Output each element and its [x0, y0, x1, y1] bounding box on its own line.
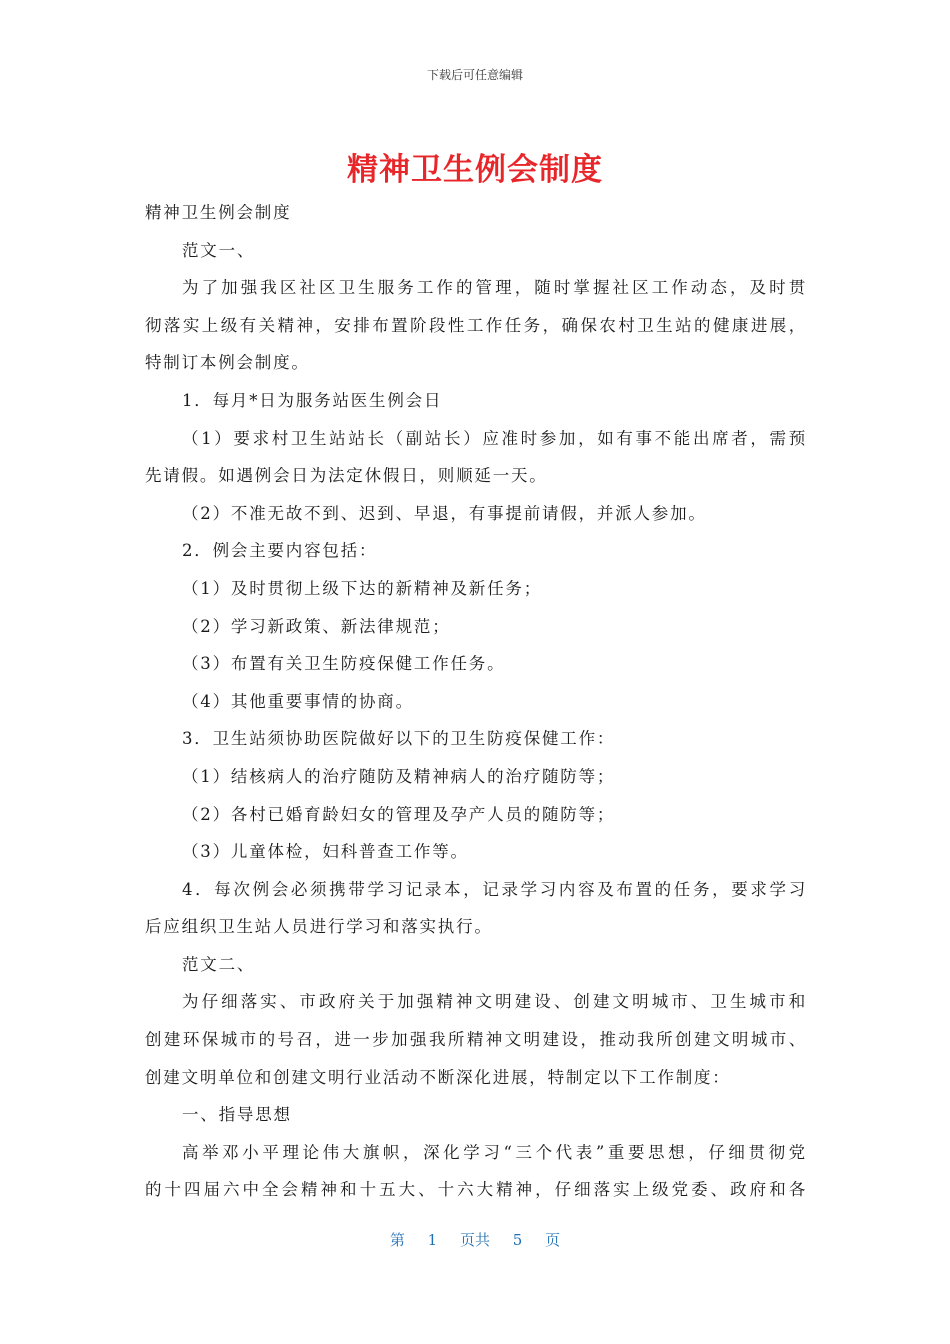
- text-line: 范文一、: [182, 240, 256, 260]
- text-line: 后应组织卫生站人员进行学习和落实执行。: [145, 917, 493, 937]
- text-line: 的十四届六中全会精神和十五大、十六大精神，仔细落实上级党委、政府和各: [145, 1180, 807, 1200]
- text-line: （1）要求村卫生站站长（副站长）应准时参加，如有事不能出席者，需预: [182, 428, 807, 448]
- text-line: （4）其他重要事情的协商。: [182, 691, 414, 711]
- text-line: （1）及时贯彻上级下达的新精神及新任务；: [182, 578, 542, 598]
- text-line: 1．每月*日为服务站医生例会日: [182, 390, 443, 410]
- text-line: 彻落实上级有关精神，安排布置阶段性工作任务，确保农村卫生站的健康进展，: [145, 315, 807, 335]
- page-footer: 第 1 页共 5 页: [389, 1231, 561, 1249]
- text-line: 2．例会主要内容包括：: [182, 541, 378, 561]
- text-line: 创建文明单位和创建文明行业活动不断深化进展，特制定以下工作制度：: [145, 1067, 731, 1087]
- text-line: 4．每次例会必须携带学习记录本，记录学习内容及布置的任务，要求学习: [182, 879, 807, 899]
- text-line: 为仔细落实、市政府关于加强精神文明建设、创建文明城市、卫生城市和: [182, 992, 807, 1012]
- text-line: （3）儿童体检，妇科普查工作等。: [182, 842, 469, 862]
- text-line: 先请假。如遇例会日为法定休假日，则顺延一天。: [145, 466, 548, 486]
- text-line: （3）布置有关卫生防疫保健工作任务。: [182, 654, 506, 674]
- text-line: 一、指导思想: [182, 1105, 292, 1125]
- text-line: 范文二、: [182, 954, 256, 974]
- text-line: （2）不准无故不到、迟到、早退，有事提前请假，并派人参加。: [182, 503, 707, 523]
- text-line: 高举邓小平理论伟大旗帜，深化学习“三个代表”重要思想，仔细贯彻党: [182, 1142, 807, 1162]
- text-line: 特制订本例会制度。: [145, 353, 310, 373]
- text-line: 精神卫生例会制度: [145, 203, 292, 222]
- document-body: [145, 194, 807, 1209]
- text-line: （1）结核病人的治疗随防及精神病人的治疗随防等；: [182, 766, 616, 786]
- header-note: 下载后可任意编辑: [426, 68, 523, 82]
- text-line: （2）学习新政策、新法律规范；: [182, 616, 451, 636]
- text-line: 创建环保城市的号召，进一步加强我所精神文明建设，推动我所创建文明城市、: [145, 1030, 807, 1050]
- text-line: （2）各村已婚育龄妇女的管理及孕产人员的随防等；: [182, 804, 616, 824]
- text-line: 为了加强我区社区卫生服务工作的管理，随时掌握社区工作动态，及时贯: [182, 278, 807, 298]
- document-title: 精神卫生例会制度: [347, 152, 603, 188]
- text-line: 3．卫生站须协助医院做好以下的卫生防疫保健工作：: [182, 729, 616, 749]
